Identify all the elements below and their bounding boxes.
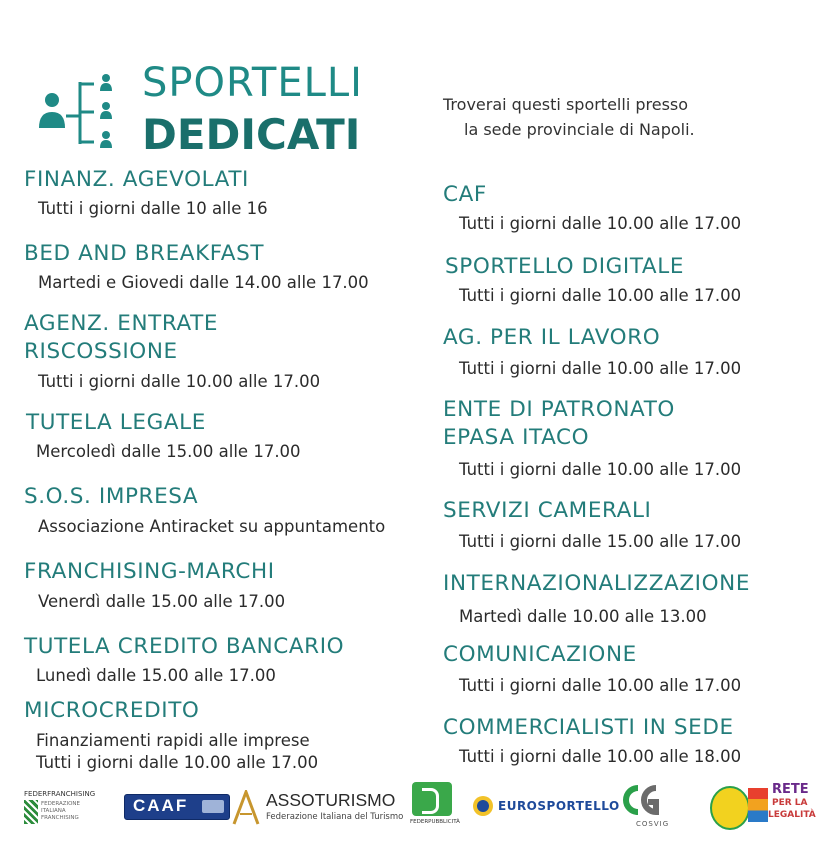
heading-epasa-itaco: EPASA ITACO bbox=[443, 425, 590, 450]
hours-sos-impresa: Associazione Antiracket su appuntamento bbox=[38, 517, 386, 536]
intro-line-2: la sede provinciale di Napoli. bbox=[464, 120, 695, 139]
hours-caf: Tutti i giorni dalle 10.00 alle 17.00 bbox=[459, 214, 742, 233]
cosvig-logo bbox=[618, 782, 676, 830]
hours-tutela-credito-bancario: Lunedì dalle 15.00 alle 17.00 bbox=[36, 666, 276, 685]
heading-ente-di-patronato: ENTE DI PATRONATO bbox=[443, 397, 675, 422]
hours-internazionalizzazione: Martedì dalle 10.00 alle 13.00 bbox=[459, 607, 707, 626]
hours-ente-di-patronato: Tutti i giorni dalle 10.00 alle 17.00 bbox=[459, 460, 742, 479]
assoturismo-name: ASSOTURISMO bbox=[266, 790, 396, 810]
eurosportello-name: EUROSPORTELLO bbox=[498, 799, 620, 813]
heading-caf: CAF bbox=[443, 182, 487, 207]
rete-per-la-legalita-logo bbox=[710, 780, 814, 830]
desc-microcredito: Finanziamenti rapidi alle imprese bbox=[36, 731, 310, 750]
hours-microcredito: Tutti i giorni dalle 10.00 alle 17.00 bbox=[36, 753, 319, 772]
eurosportello-logo bbox=[472, 794, 620, 818]
heading-bed-and-breakfast: BED AND BREAKFAST bbox=[24, 241, 265, 266]
hours-ag-per-il-lavoro: Tutti i giorni dalle 10.00 alle 17.00 bbox=[459, 359, 742, 378]
people-hierarchy-icon bbox=[36, 72, 118, 152]
title-line-2: DEDICATI bbox=[142, 110, 361, 159]
heading-finanz-agevolati: FINANZ. AGEVOLATI bbox=[24, 167, 249, 192]
heading-servizi-camerali: SERVIZI CAMERALI bbox=[443, 498, 652, 523]
federfranchising-mark-icon bbox=[24, 800, 38, 824]
heading-microcredito: MICROCREDITO bbox=[24, 698, 200, 723]
heading-comunicazione: COMUNICAZIONE bbox=[443, 642, 637, 667]
rete-people-icon bbox=[748, 788, 768, 822]
cosvig-mark-icon bbox=[618, 782, 674, 820]
hours-comunicazione: Tutti i giorni dalle 10.00 alle 17.00 bbox=[459, 676, 742, 695]
hours-servizi-camerali: Tutti i giorni dalle 15.00 alle 17.00 bbox=[459, 532, 742, 551]
assoturismo-subtitle: Federazione Italiana del Turismo bbox=[266, 812, 404, 822]
assoturismo-logo bbox=[232, 788, 404, 828]
heading-riscossione: RISCOSSIONE bbox=[24, 339, 178, 364]
hours-bed-and-breakfast: Martedi e Giovedi dalle 14.00 alle 17.00 bbox=[38, 273, 369, 292]
eurosportello-stars-icon bbox=[472, 795, 494, 817]
heading-sportello-digitale: SPORTELLO DIGITALE bbox=[445, 254, 685, 279]
caaf-logo bbox=[124, 794, 230, 820]
federpubblicita-glyph-icon bbox=[422, 788, 439, 814]
rete-per-la: PER LA bbox=[772, 798, 808, 808]
title-line-1: SPORTELLI bbox=[142, 60, 363, 106]
intro-text bbox=[443, 92, 743, 142]
assoturismo-a-icon bbox=[232, 790, 260, 826]
footer-logos bbox=[20, 780, 815, 832]
hours-sportello-digitale: Tutti i giorni dalle 10.00 alle 17.00 bbox=[459, 286, 742, 305]
rete-badge-icon bbox=[710, 786, 750, 830]
federfranchising-subtitle: FEDERAZIONE ITALIANA FRANCHISING bbox=[41, 801, 81, 821]
heading-commercialisti-in-sede: COMMERCIALISTI IN SEDE bbox=[443, 715, 734, 740]
hours-franchising-marchi: Venerdì dalle 15.00 alle 17.00 bbox=[38, 592, 286, 611]
federfranchising-logo bbox=[24, 790, 114, 826]
heading-sos-impresa: S.O.S. IMPRESA bbox=[24, 484, 199, 509]
rete-legalita: LEGALITÀ bbox=[768, 810, 816, 820]
heading-tutela-legale: TUTELA LEGALE bbox=[26, 410, 206, 435]
federfranchising-name: FEDERFRANCHISING bbox=[24, 790, 96, 798]
hours-finanz-agevolati: Tutti i giorni dalle 10 alle 16 bbox=[38, 199, 268, 218]
rete-name: RETE bbox=[772, 782, 809, 797]
hours-commercialisti-in-sede: Tutti i giorni dalle 10.00 alle 18.00 bbox=[459, 747, 742, 766]
federpubblicita-name: FEDERPUBBLICITÀ bbox=[410, 819, 460, 825]
heading-tutela-credito-bancario: TUTELA CREDITO BANCARIO bbox=[24, 634, 345, 659]
caaf-name: CAAF bbox=[133, 796, 189, 815]
hours-tutela-legale: Mercoledì dalle 15.00 alle 17.00 bbox=[36, 442, 301, 461]
federpubblicita-logo bbox=[410, 780, 460, 830]
intro-line-1: Troverai questi sportelli presso bbox=[443, 95, 689, 114]
heading-ag-per-il-lavoro: AG. PER IL LAVORO bbox=[443, 325, 661, 350]
cosvig-name: COSVIG bbox=[636, 820, 670, 828]
hours-agenz-entrate: Tutti i giorni dalle 10.00 alle 17.00 bbox=[38, 372, 321, 391]
heading-franchising-marchi: FRANCHISING-MARCHI bbox=[24, 559, 275, 584]
heading-internazionalizzazione: INTERNAZIONALIZZAZIONE bbox=[443, 571, 750, 596]
caaf-badge-icon bbox=[202, 800, 224, 813]
heading-agenz-entrate: AGENZ. ENTRATE bbox=[24, 311, 219, 336]
